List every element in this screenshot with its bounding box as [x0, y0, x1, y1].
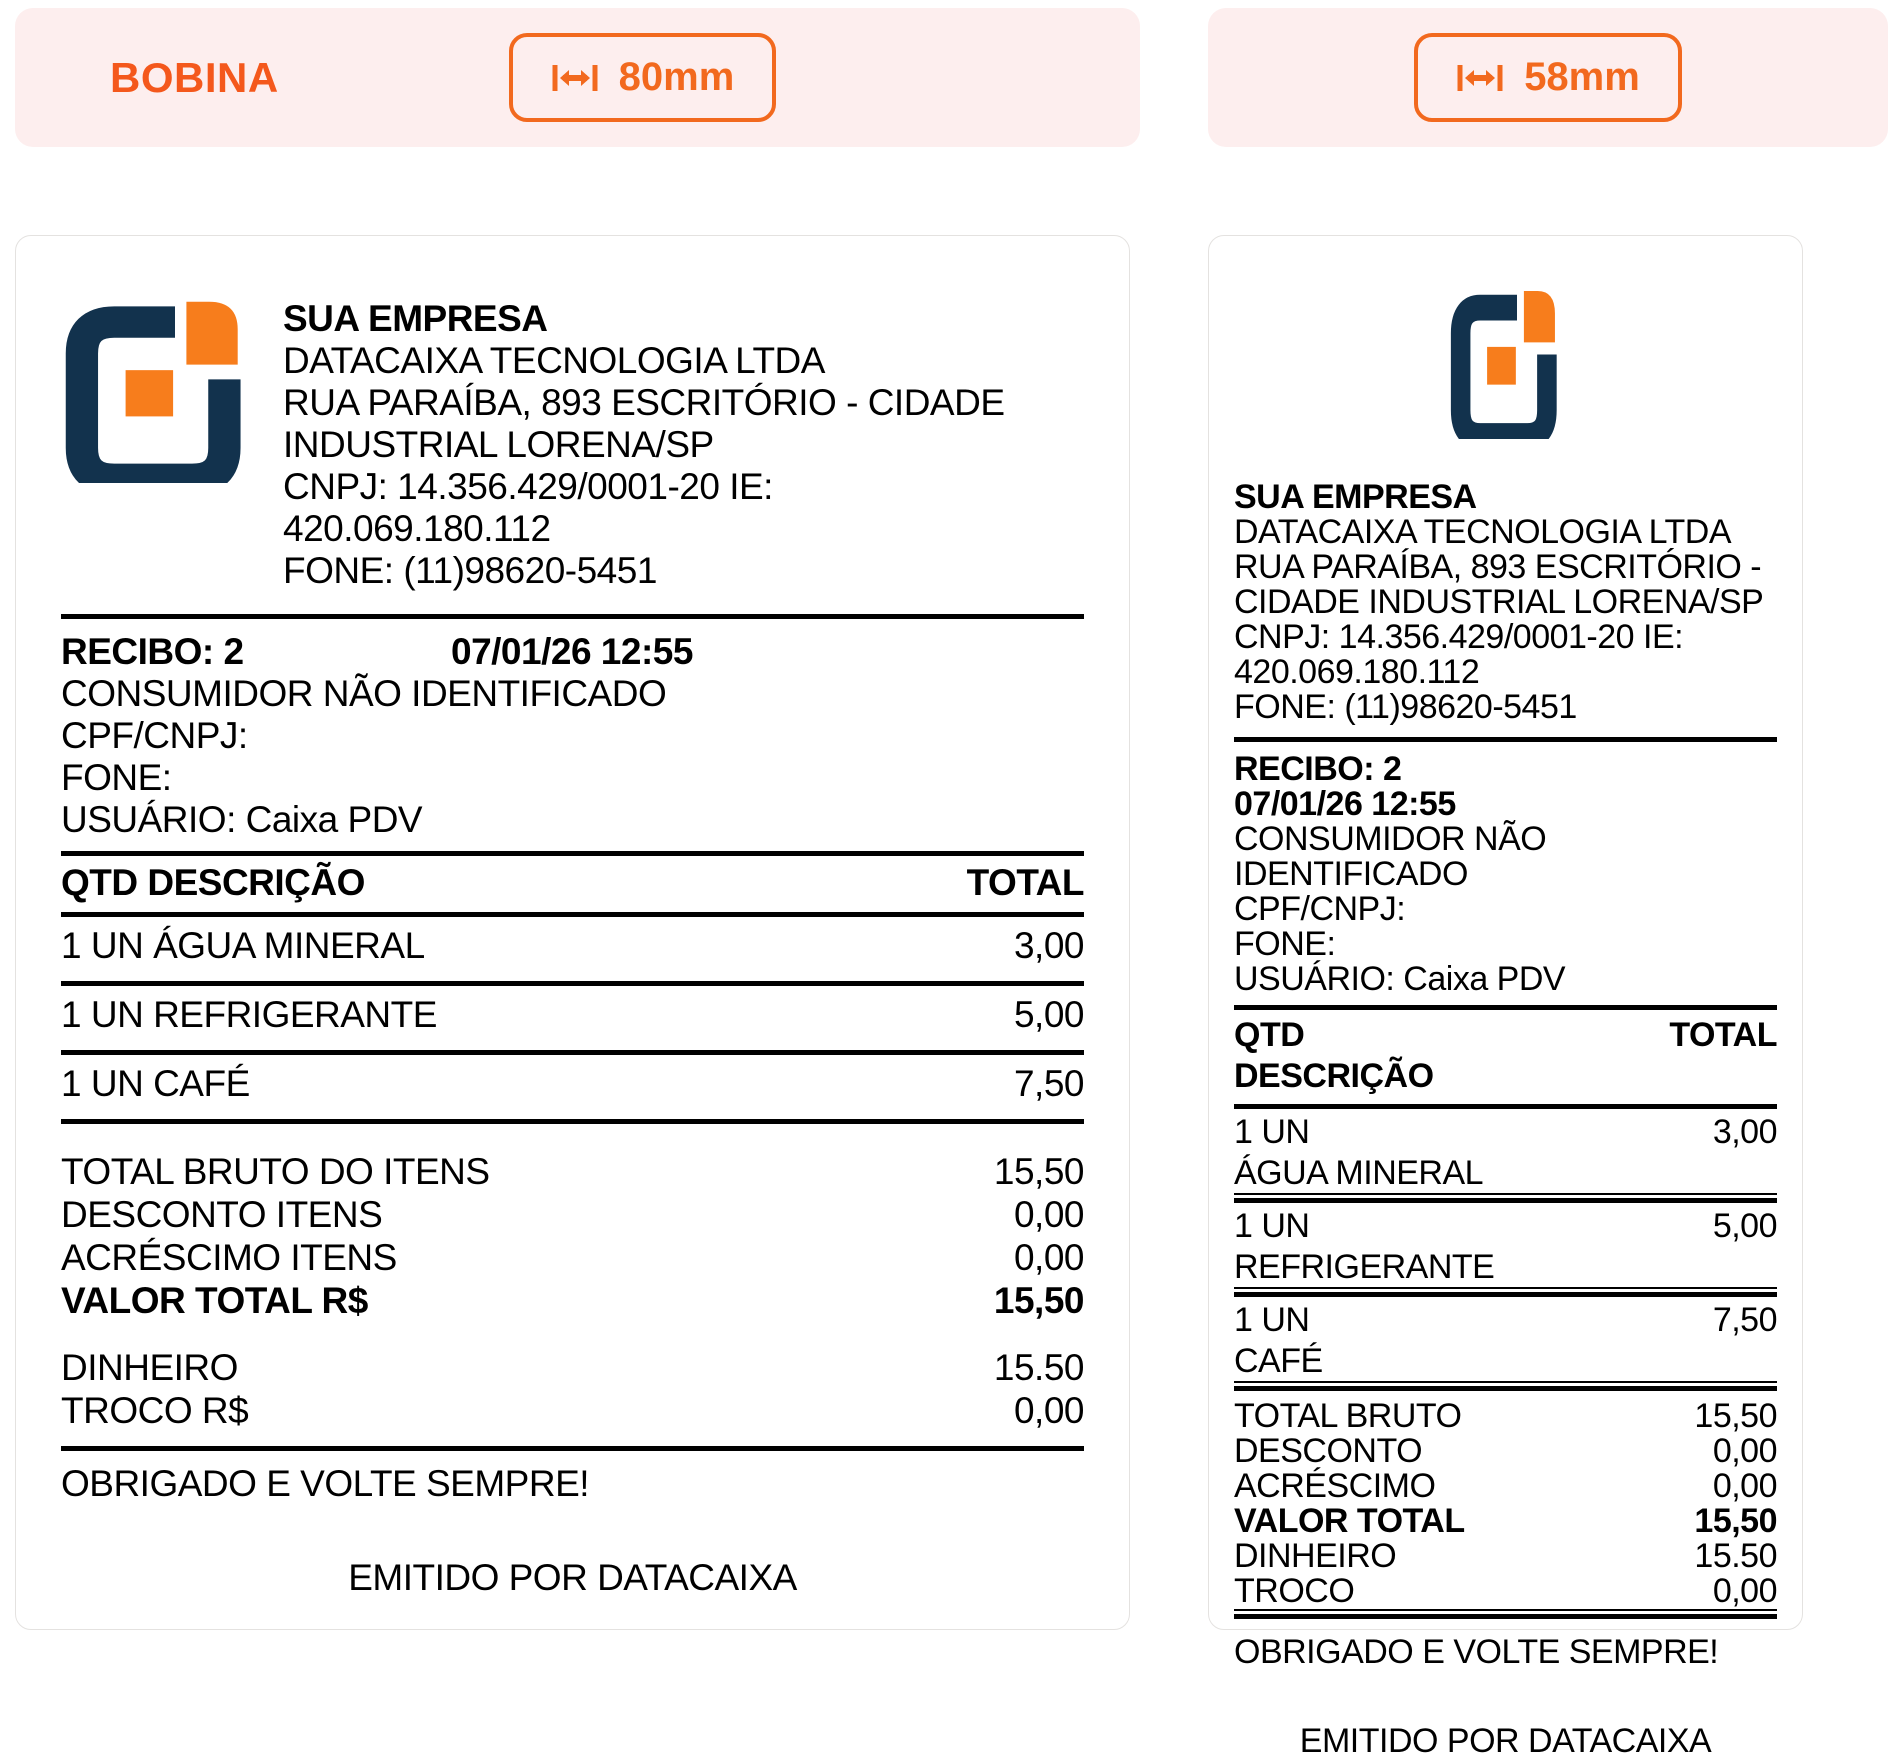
recibo-datetime: 07/01/26 12:55: [1234, 785, 1456, 823]
width-80mm-button[interactable]: [509, 33, 777, 122]
total-label: VALOR TOTAL: [1234, 1502, 1465, 1540]
payment-value: 0,00: [1712, 1572, 1777, 1610]
table-row: [1234, 1109, 1777, 1152]
item-qty: 1 UN: [1234, 1113, 1310, 1151]
payment-row: [61, 1389, 1084, 1432]
customer-line: CPF/CNPJ:: [61, 715, 248, 756]
company-name: SUA EMPRESA: [283, 298, 548, 339]
company-line: 420.069.180.112: [1234, 653, 1480, 691]
company-name: SUA EMPRESA: [1234, 478, 1477, 516]
item-description: 1 UN ÁGUA MINERAL: [61, 925, 425, 966]
total-label: TOTAL BRUTO DO ITENS: [61, 1151, 490, 1192]
total-row: [1234, 1399, 1777, 1434]
total-row: [61, 1193, 1084, 1236]
item-description: 1 UN REFRIGERANTE: [61, 994, 437, 1035]
company-line: INDUSTRIAL LORENA/SP: [283, 424, 714, 465]
resize-horizontal-icon: [1456, 62, 1504, 94]
emitted-by-message: EMITIDO POR DATACAIXA: [348, 1557, 797, 1598]
total-value: 15,50: [993, 1151, 1084, 1192]
table-row: [1234, 1203, 1777, 1246]
total-row: [1234, 1434, 1777, 1469]
customer-line: USUÁRIO: Caixa PDV: [1234, 960, 1566, 998]
width-toolbar-58: [1208, 8, 1888, 147]
customer-line: FONE:: [1234, 925, 1336, 963]
divider: [61, 614, 1084, 619]
payment-label: DINHEIRO: [61, 1347, 238, 1388]
payments-section: [61, 1346, 1084, 1432]
item-description: REFRIGERANTE: [1234, 1246, 1777, 1289]
payment-row: [1234, 1574, 1777, 1611]
total-value: 0,00: [1712, 1432, 1777, 1470]
customer-line: CONSUMIDOR NÃO IDENTIFICADO: [1234, 820, 1547, 893]
recibo-section: [1234, 752, 1777, 997]
total-row: [61, 1236, 1084, 1279]
column-58mm: [1208, 8, 1888, 1760]
datacaixa-logo-icon: [61, 298, 251, 483]
item-qty: 1 UN: [1234, 1301, 1310, 1339]
divider: [1234, 1386, 1777, 1391]
receipt-58-header: [1234, 288, 1777, 446]
total-label: ACRÉSCIMO: [1234, 1467, 1436, 1505]
datacaixa-logo-icon: [1448, 288, 1563, 439]
item-description: CAFÉ: [1234, 1340, 1777, 1383]
payment-value: 15.50: [1694, 1537, 1777, 1575]
recibo-number: RECIBO: 2: [1234, 750, 1402, 788]
customer-line: FONE:: [61, 757, 172, 798]
total-row: [1234, 1469, 1777, 1504]
company-line: CIDADE INDUSTRIAL LORENA/SP: [1234, 583, 1764, 621]
company-line: DATACAIXA TECNOLOGIA LTDA: [1234, 513, 1732, 551]
items-table: [61, 917, 1084, 1124]
width-58mm-label: 58mm: [1524, 55, 1640, 99]
divider: [1234, 737, 1777, 742]
payment-row: [1234, 1539, 1777, 1574]
grand-total-row: [61, 1279, 1084, 1322]
recibo-row: [61, 631, 1084, 673]
table-row: [61, 1055, 1084, 1119]
bobina-label: BOBINA: [110, 53, 279, 101]
total-value: 0,00: [1013, 1194, 1084, 1235]
items-table-header: [1234, 1010, 1777, 1055]
total-label: DESCONTO: [1234, 1432, 1423, 1470]
total-value: 15,50: [1694, 1502, 1777, 1540]
company-line: FONE: (11)98620-5451: [1234, 688, 1577, 726]
item-qty: 1 UN: [1234, 1207, 1310, 1245]
column-header-descricao: DESCRIÇÃO: [1234, 1057, 1434, 1095]
grand-total-row: [1234, 1504, 1777, 1539]
emitted-by-message: EMITIDO POR DATACAIXA: [1299, 1722, 1712, 1760]
recibo-number: RECIBO: 2: [61, 631, 244, 672]
customer-line: CONSUMIDOR NÃO IDENTIFICADO: [61, 673, 667, 714]
totals-section: [1234, 1399, 1777, 1611]
recibo-datetime: 07/01/26 12:55: [451, 631, 693, 672]
total-label: VALOR TOTAL R$: [61, 1280, 368, 1321]
items-table-header: [61, 856, 1084, 912]
items-table: [1234, 1109, 1777, 1391]
company-info: [283, 298, 1005, 592]
item-total: 7,50: [1013, 1063, 1084, 1104]
column-header-total: TOTAL: [966, 862, 1084, 903]
item-total: 3,00: [1712, 1113, 1777, 1151]
thanks-message: OBRIGADO E VOLTE SEMPRE!: [1234, 1633, 1719, 1671]
receipt-80-header: [61, 298, 1084, 592]
item-total: 3,00: [1013, 925, 1084, 966]
company-line: CNPJ: 14.356.429/0001-20 IE:: [283, 466, 773, 507]
payment-label: DINHEIRO: [1234, 1537, 1397, 1575]
item-description: 1 UN CAFÉ: [61, 1063, 250, 1104]
column-80mm: [15, 8, 1140, 1630]
column-header-qtd-descricao: QTD DESCRIÇÃO: [61, 862, 365, 903]
total-label: DESCONTO ITENS: [61, 1194, 383, 1235]
company-line: CNPJ: 14.356.429/0001-20 IE:: [1234, 618, 1684, 656]
width-58mm-button[interactable]: [1414, 33, 1682, 122]
total-value: 15,50: [1694, 1397, 1777, 1435]
customer-line: USUÁRIO: Caixa PDV: [61, 799, 423, 840]
payment-label: TROCO R$: [61, 1390, 249, 1431]
customer-line: CPF/CNPJ:: [1234, 890, 1406, 928]
width-80mm-label: 80mm: [618, 55, 735, 99]
item-total: 7,50: [1712, 1301, 1777, 1339]
company-line: DATACAIXA TECNOLOGIA LTDA: [283, 340, 825, 381]
total-row: [61, 1150, 1084, 1193]
payment-value: 15.50: [993, 1347, 1084, 1388]
table-row: [61, 917, 1084, 981]
payment-label: TROCO: [1234, 1572, 1355, 1610]
company-line: 420.069.180.112: [283, 508, 551, 549]
total-value: 15,50: [993, 1280, 1084, 1321]
total-label: TOTAL BRUTO: [1234, 1397, 1462, 1435]
item-total: 5,00: [1013, 994, 1084, 1035]
company-line: RUA PARAÍBA, 893 ESCRITÓRIO -: [1234, 548, 1762, 586]
totals-section: [61, 1150, 1084, 1322]
thanks-message: OBRIGADO E VOLTE SEMPRE!: [61, 1463, 590, 1504]
divider: [1234, 1614, 1777, 1619]
total-label: ACRÉSCIMO ITENS: [61, 1237, 397, 1278]
company-line: RUA PARAÍBA, 893 ESCRITÓRIO - CIDADE: [283, 382, 1005, 423]
column-header-total: TOTAL: [1669, 1016, 1777, 1054]
payment-value: 0,00: [1013, 1390, 1084, 1431]
payment-row: [61, 1346, 1084, 1389]
table-row: [1234, 1297, 1777, 1340]
total-value: 0,00: [1712, 1467, 1777, 1505]
bobina-toolbar: [15, 8, 1140, 147]
divider: [61, 1119, 1084, 1124]
receipt-preview-58mm: [1208, 235, 1803, 1760]
resize-horizontal-icon: [551, 62, 599, 94]
total-value: 0,00: [1013, 1237, 1084, 1278]
divider: [61, 1446, 1084, 1451]
company-info: [1234, 480, 1777, 725]
receipt-preview-80mm: [15, 235, 1130, 1630]
table-row: [61, 986, 1084, 1050]
item-description: ÁGUA MINERAL: [1234, 1152, 1777, 1195]
item-total: 5,00: [1712, 1207, 1777, 1245]
company-line: FONE: (11)98620-5451: [283, 550, 657, 591]
column-header-qtd: QTD: [1234, 1016, 1305, 1054]
